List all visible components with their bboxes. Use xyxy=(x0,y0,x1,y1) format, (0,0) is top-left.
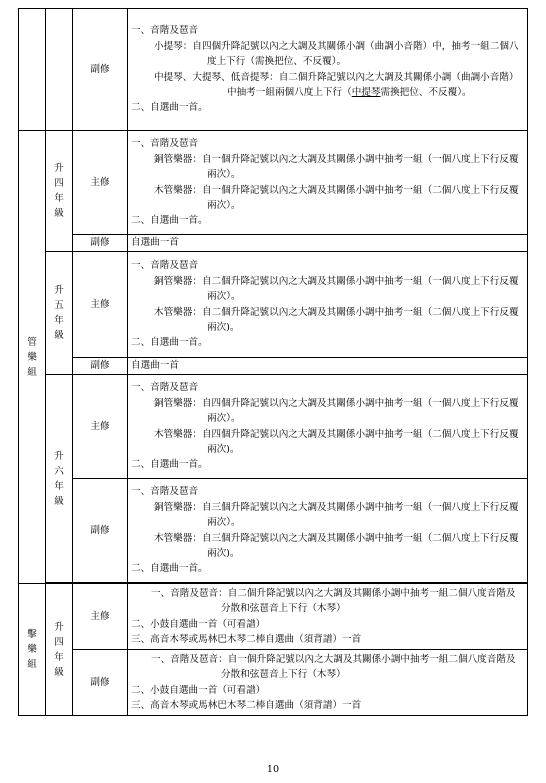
type-major: 主修 xyxy=(73,584,128,650)
req-line: 二、自選曲一首。 xyxy=(131,215,208,227)
type-major: 主修 xyxy=(73,252,128,358)
page-number: 10 xyxy=(266,764,280,775)
type-minor: 副修 xyxy=(73,9,128,131)
type-minor: 副修 xyxy=(73,479,128,583)
req-line: 一、音階及琶音：自一個升降記號以內之大調及其關係小調中抽考一組二個八度音階及分散和弦琶音上下行（木琴） xyxy=(151,653,516,681)
req-line: 一、音階及琶音 xyxy=(131,486,199,498)
req-line: 二、自選曲一首。 xyxy=(131,459,208,471)
requirements-cell xyxy=(128,479,528,583)
group-label-percussion: 擊樂組 xyxy=(19,584,46,716)
requirements-cell: 自選曲一首 xyxy=(128,358,528,375)
requirements-cell xyxy=(128,9,528,131)
grade-label: 升四年級 xyxy=(46,131,73,252)
req-line: 一、音階及琶音：自二個升降記號以內之大調及其關係小調中抽考一組二個八度音階及分散和弦琶音上下行（木琴） xyxy=(151,587,516,615)
req-line: 木管樂器：自二個升降記號以內之大調及其關係小調中抽考一組（二個八度上下行反覆兩次)。 xyxy=(154,306,519,333)
req-line: 三、高音木琴或馬林巴木琴二棒自選曲（須背譜）一首 xyxy=(131,699,362,711)
req-line: 二、小鼓自選曲一首（可看譜） xyxy=(131,684,266,696)
requirements-cell xyxy=(128,584,528,650)
grade-label: 升六年級 xyxy=(46,375,73,583)
grade-label: 升四年級 xyxy=(46,584,73,716)
req-line: 一、音階及琶音 xyxy=(131,25,199,37)
req-line: 木管樂器：自三個升降記號以內之大調及其關係小調中抽考一組（二個八度上下行反覆兩次)。 xyxy=(154,532,519,559)
req-line: 二、自選曲一首。 xyxy=(131,563,208,575)
type-minor: 副修 xyxy=(73,235,128,252)
exam-requirements-table xyxy=(18,8,528,716)
req-line: 一、音階及琶音 xyxy=(131,138,199,150)
req-line: 木管樂器：自一個升降記號以內之大調及其關係小調中抽考一組（二個八度上下行反覆兩次）。 xyxy=(154,184,519,211)
requirements-cell xyxy=(128,650,528,716)
type-minor: 副修 xyxy=(73,650,128,716)
requirements-cell xyxy=(128,375,528,479)
requirements-cell xyxy=(128,252,528,358)
requirements-cell: 自選曲一首 xyxy=(128,235,528,252)
type-major: 主修 xyxy=(73,131,128,235)
req-line: 一、音階及琶音 xyxy=(131,382,199,394)
req-line: 銅管樂器：自二個升降記號以內之大調及其關係小調中抽考一組（一個八度上下行反覆兩次）。 xyxy=(154,275,519,303)
req-line: 三、高音木琴或馬林巴木琴二棒自選曲（須背譜）一首 xyxy=(131,633,362,645)
req-line: 中提琴、大提琴、低音提琴：自二個升降記號以內之大調及其關係小調（曲調小音階）中抽考一組兩個八度上下行（中提琴需換把位、不反覆）。 xyxy=(154,71,519,98)
type-major: 主修 xyxy=(73,375,128,479)
req-line: 銅管樂器：自一個升降記號以內之大調及其關係小調中抽考一組（一個八度上下行反覆兩次）。 xyxy=(154,153,519,181)
req-line: 木管樂器：自四個升降記號以內之大調及其關係小調中抽考一組（二個八度上下行反覆兩次)。 xyxy=(154,428,519,455)
type-minor: 副修 xyxy=(73,358,128,375)
req-line: 一、音階及琶音 xyxy=(131,260,199,272)
group-label-wind: 管樂組 xyxy=(19,131,46,584)
empty-group-cell xyxy=(19,9,46,131)
grade-label: 升五年級 xyxy=(46,252,73,375)
req-line: 二、自選曲一首。 xyxy=(131,102,208,114)
requirements-cell xyxy=(128,131,528,235)
req-line: 二、小鼓自選曲一首（可看譜） xyxy=(131,618,266,630)
empty-grade-cell xyxy=(46,9,73,131)
req-line: 銅管樂器：自四個升降記號以內之大調及其關係小調中抽考一組（一個八度上下行反覆兩次）。 xyxy=(154,397,519,425)
req-line: 小提琴：自四個升降記號以內之大調及其關係小調（曲調小音階）中，抽考一組二個八度上下行（需換把位、不反覆）。 xyxy=(154,40,519,68)
req-line: 二、自選曲一首。 xyxy=(131,337,208,349)
req-line: 銅管樂器：自三個升降記號以內之大調及其關係小調中抽考一組（一個八度上下行反覆兩次）。 xyxy=(154,501,519,529)
